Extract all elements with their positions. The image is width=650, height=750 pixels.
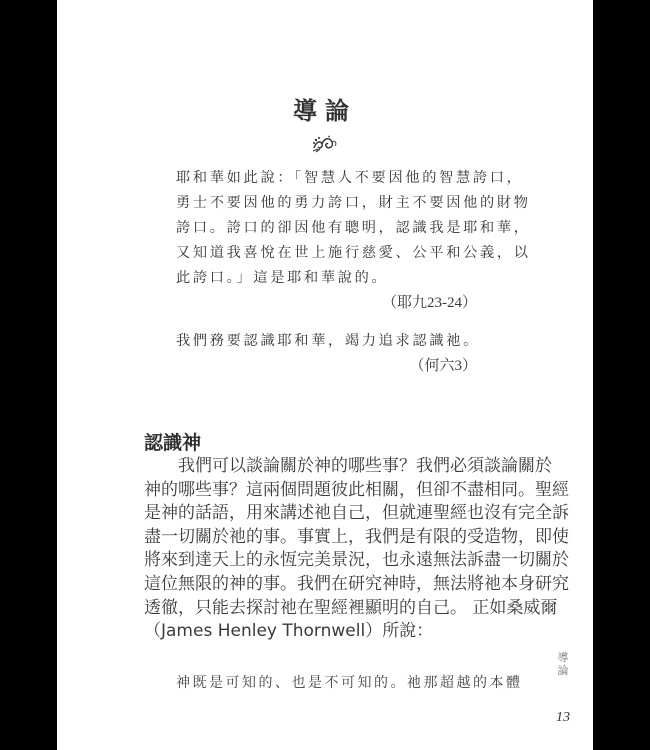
body-line: 我們可以談論關於神的哪些事？我們必須談論關於	[178, 456, 552, 476]
epigraph-citation: （耶九23-24）	[382, 295, 477, 311]
body-line: 是神的話語，用來講述祂自己，但就連聖經也沒有完全訴	[144, 503, 569, 524]
body-line: （James Henley Thornwell）所說：	[144, 621, 434, 642]
epigraph-line: 此誇口。」這是耶和華說的。	[176, 270, 389, 286]
epigraph-line: 耶和華如此說：「智慧人不要因他的智慧誇口，	[176, 170, 524, 186]
body-paragraph	[144, 455, 569, 644]
body-line: 透徹，只能去探討祂在聖經裡顯明的自己。 正如桑威爾	[144, 597, 558, 618]
epigraph-quote	[176, 166, 531, 291]
book-page	[57, 0, 593, 750]
chapter-side-tab	[556, 651, 570, 677]
second-epigraph: 我們務要認識耶和華，竭力追求認識祂。	[176, 333, 480, 349]
epigraph-line: 誇口。誇口的卻因他有聰明，認識我是耶和華，	[176, 220, 531, 236]
side-tab-char: 論	[557, 664, 569, 677]
block-quote: 神既是可知的、也是不可知的。祂那超越的本體	[176, 675, 523, 691]
epigraph-line: 又知道我喜悅在世上施行慈愛、公平和公義，以	[176, 245, 531, 261]
body-line: 盡一切關於祂的事。事實上，我們是有限的受造物，即使	[144, 526, 569, 547]
epigraph-line: 勇士不要因他的勇力誇口，財主不要因他的財物	[176, 195, 531, 211]
body-line: 將來到達天上的永恆完美景況，也永遠無法訴盡一切關於	[144, 550, 569, 571]
chapter-title: 導論	[293, 96, 357, 125]
body-line: 神的哪些事？這兩個問題彼此相關，但卻不盡相同。聖經	[144, 479, 569, 500]
page-number: 13	[556, 710, 570, 725]
floral-ornament-icon	[310, 134, 340, 154]
section-heading: 認識神	[144, 432, 202, 454]
body-line: 這位無限的神的事。我們在研究神時，無法將祂本身研究	[144, 573, 569, 594]
second-epigraph-citation: （何六3）	[409, 358, 477, 374]
side-tab-char: 導	[557, 651, 569, 664]
